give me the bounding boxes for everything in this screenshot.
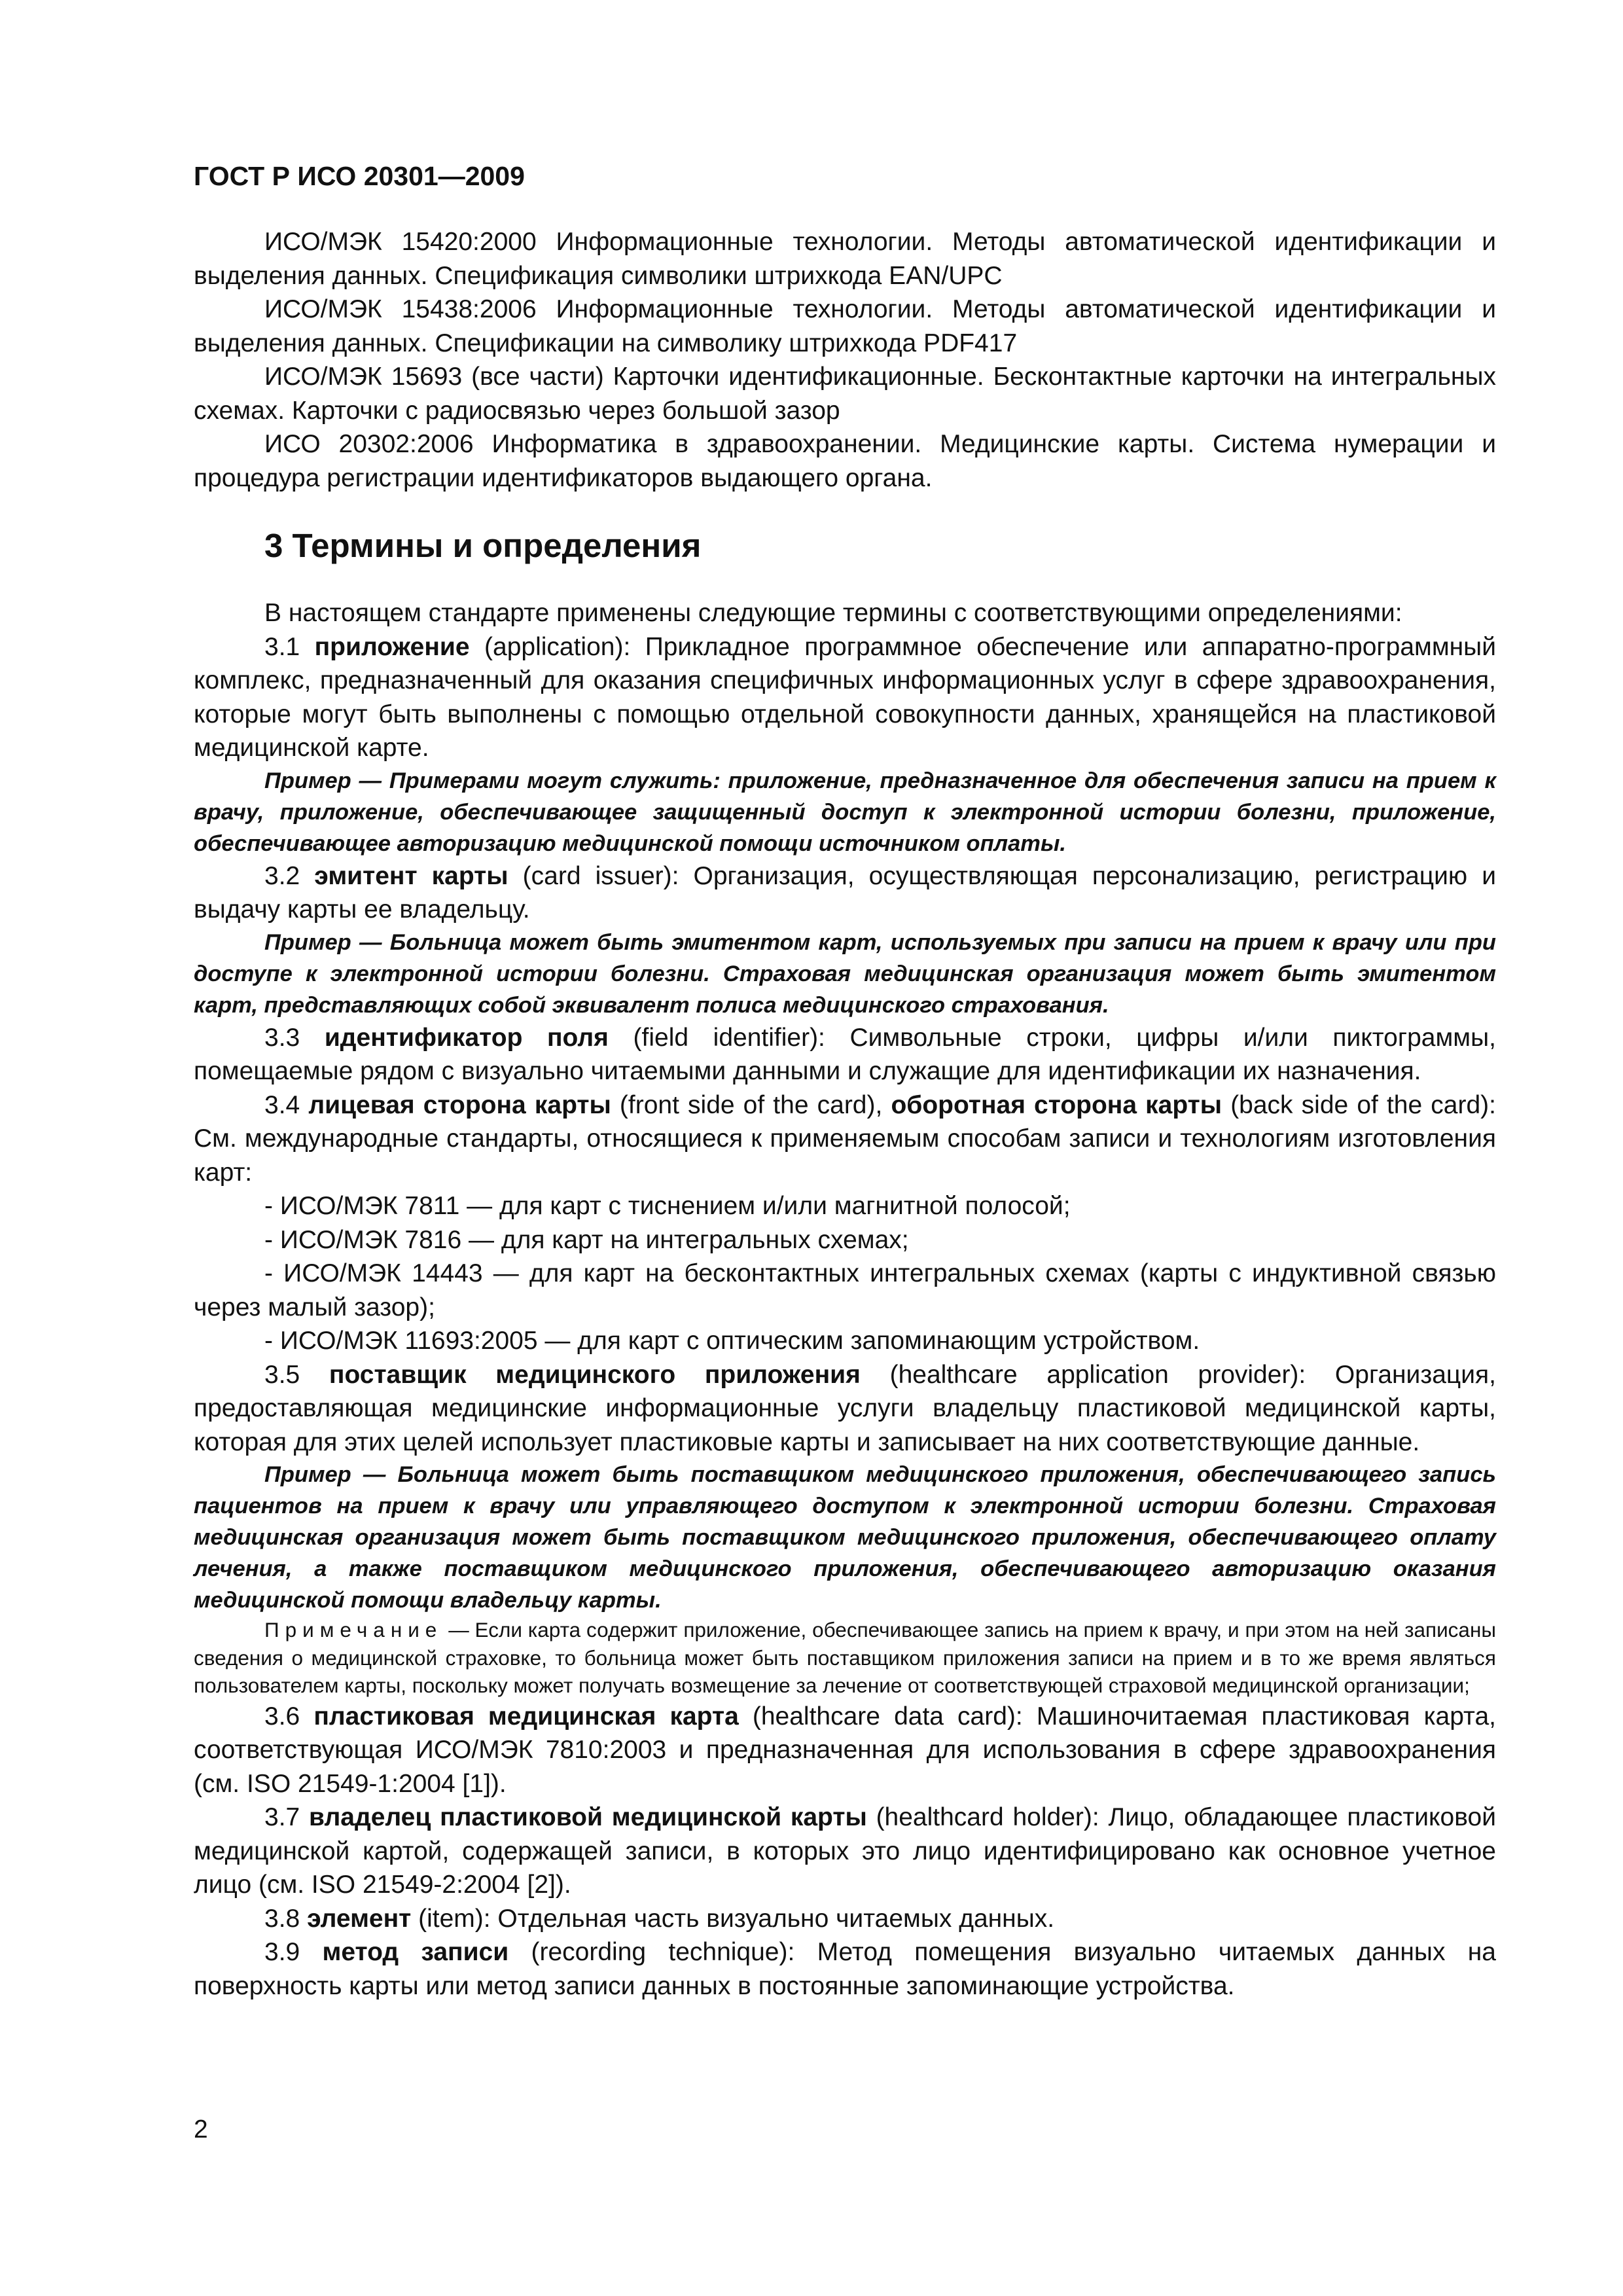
term-3-1 xyxy=(194,630,1496,765)
reference-iso-15693: ИСО/МЭК 15693 (все части) Карточки идентификационные. Бесконтактные карточки на интегральных схемах. Карточки с радиосвязью через большой зазор xyxy=(194,363,1496,425)
term-name: эмитент карты xyxy=(314,861,508,890)
term-definition: (card issuer): Организация, осуществляющая персонализацию, регистрацию и выдачу карты ее владельцу. xyxy=(194,861,1497,924)
list-item-iso-7811: - ИСО/МЭК 7811 — для карт с тиснением и/или магнитной полосой; xyxy=(264,1192,1071,1220)
section-title: 3 Термины и определения xyxy=(264,527,702,564)
list-item-iso-14443: - ИСО/МЭК 14443 — для карт на бесконтактных интегральных схемах (карты с индуктивной связью через малый зазор); xyxy=(194,1259,1496,1321)
term-name: идентификатор поля xyxy=(324,1023,609,1052)
term-name-2: оборотная сторона карты xyxy=(891,1090,1222,1119)
term-name: поставщик медицинского приложения xyxy=(329,1360,861,1389)
reference-iso-20302: ИСО 20302:2006 Информатика в здравоохранении. Медицинские карты. Система нумерации и процедура регистрации идентификаторов выдающего органа. xyxy=(194,430,1496,492)
term-definition: (healthcard holder): Лицо, обладающее пластиковой медицинской картой, содержащей записи, в которых это лицо идентифицировано как основное учетное лицо (см. ISO 21549-2:2004 [2]). xyxy=(194,1803,1496,1899)
term-name: приложение xyxy=(314,632,470,661)
term-number: 3.1 xyxy=(264,632,300,661)
term-name: пластиковая медицинская карта xyxy=(313,1702,739,1731)
term-definition: (item): Отдельная часть визуально читаемых данных. xyxy=(418,1904,1055,1933)
term-definition: (back side of the card): См. международные стандарты, относящиеся к применяемым способам записи и технологиям изготовления карт: xyxy=(194,1090,1496,1187)
term-number: 3.3 xyxy=(264,1023,300,1052)
term-number: 3.2 xyxy=(264,861,300,890)
section-intro: В настоящем стандарте применены следующие термины с соответствующими определениями: xyxy=(264,599,1402,627)
term-number: 3.6 xyxy=(264,1702,300,1731)
term-name: владелец пластиковой медицинской карты xyxy=(309,1803,867,1831)
term-number: 3.4 xyxy=(264,1090,300,1119)
term-number: 3.7 xyxy=(264,1803,300,1831)
term-3-2 xyxy=(194,859,1496,927)
term-3-8 xyxy=(194,1902,1496,1936)
example-3-5: Пример — Больница может быть поставщиком медицинского приложения, обеспечивающего запись пациентов на прием к врачу или управляющего доступом к электронной истории болезни. Страховая медицинская организация может быть поставщиком медицинского приложения, обеспечивающего оплату лечения, а также поставщиком медицинского приложения, обеспечивающего авторизацию оказания медицинской помощи владельцу карты. xyxy=(194,1462,1496,1613)
term-definition: (application): Прикладное программное обеспечение или аппаратно-программный комплекс, предназначенный для оказания специфичных информационных услуг в сфере здравоохранения, которые могут быть выполнены с помощью отдельной совокупности данных, хранящейся на пластиковой медицинской карте. xyxy=(194,632,1496,762)
document-body xyxy=(194,225,1496,2003)
term-3-7 xyxy=(194,1801,1496,1902)
term-3-5 xyxy=(194,1358,1496,1460)
note-3-5 xyxy=(194,1616,1496,1700)
term-definition: (recording technique): Метод помещения визуально читаемых данных на поверхность карты или метод записи данных в постоянные запоминающие устройства. xyxy=(194,1938,1496,2000)
list-item-iso-7816: - ИСО/МЭК 7816 — для карт на интегральных схемах; xyxy=(264,1225,909,1254)
term-number: 3.5 xyxy=(264,1360,300,1389)
term-definition: (healthcare data card): Машиночитаемая пластиковая карта, соответствующая ИСО/МЭК 7810:2003 и предназначенная для использования в сфере здравоохранения (см. ISO 21549-1:2004 [1]). xyxy=(194,1702,1496,1798)
note-label: Примечание xyxy=(264,1618,443,1641)
term-3-4 xyxy=(194,1088,1496,1190)
term-middle: (front side of the card), xyxy=(619,1090,883,1119)
term-3-3 xyxy=(194,1021,1496,1088)
term-name: метод записи xyxy=(322,1938,509,1966)
reference-iso-15420: ИСО/МЭК 15420:2000 Информационные технологии. Методы автоматической идентификации и выделения данных. Спецификация символики штрихкода EAN/UPC xyxy=(194,228,1496,290)
term-name: элемент xyxy=(307,1904,412,1933)
example-3-2: Пример — Больница может быть эмитентом карт, используемых при записи на прием к врачу или при доступе к электронной истории болезни. Страховая медицинская организация может быть эмитентом карт, представляющих собой эквивалент полиса медицинского страхования. xyxy=(194,929,1496,1018)
term-definition: (field identifier): Символьные строки, цифры и/или пиктограммы, помещаемые рядом с визуально читаемыми данными и служащие для идентификации их назначения. xyxy=(194,1023,1496,1085)
term-definition: (healthcare application provider): Организация, предоставляющая медицинские информационные услуги владельцу пластиковой медицинской карты, которая для этих целей использует пластиковые карты и записывает на них соответствующие данные. xyxy=(194,1360,1496,1456)
term-3-9 xyxy=(194,1935,1496,2003)
term-number: 3.9 xyxy=(264,1938,300,1966)
term-number: 3.8 xyxy=(264,1904,300,1933)
note-text: — Если карта содержит приложение, обеспечивающее запись на прием к врачу, и при этом на ней записаны сведения о медицинской страховке, то больница может быть поставщиком приложения записи на прием и в то же время являться пользователем карты, поскольку может получать возмещение за лечение от соответствующей страховой медицинской организации; xyxy=(194,1618,1496,1697)
list-item-iso-11693: - ИСО/МЭК 11693:2005 — для карт с оптическим запоминающим устройством. xyxy=(264,1327,1200,1355)
example-3-1: Пример — Примерами могут служить: приложение, предназначенное для обеспечения записи на прием к врачу, приложение, обеспечивающее защищенный доступ к электронной истории болезни, приложение, обеспечивающее авторизацию медицинской помощи источником оплаты. xyxy=(194,768,1496,856)
term-3-6 xyxy=(194,1700,1496,1801)
page-header-standard-code: ГОСТ Р ИСО 20301—2009 xyxy=(194,161,525,191)
reference-iso-15438: ИСО/МЭК 15438:2006 Информационные технологии. Методы автоматической идентификации и выделения данных. Спецификации на символику штрихкода PDF417 xyxy=(194,295,1496,357)
term-name: лицевая сторона карты xyxy=(308,1090,611,1119)
page-number: 2 xyxy=(194,2115,208,2144)
